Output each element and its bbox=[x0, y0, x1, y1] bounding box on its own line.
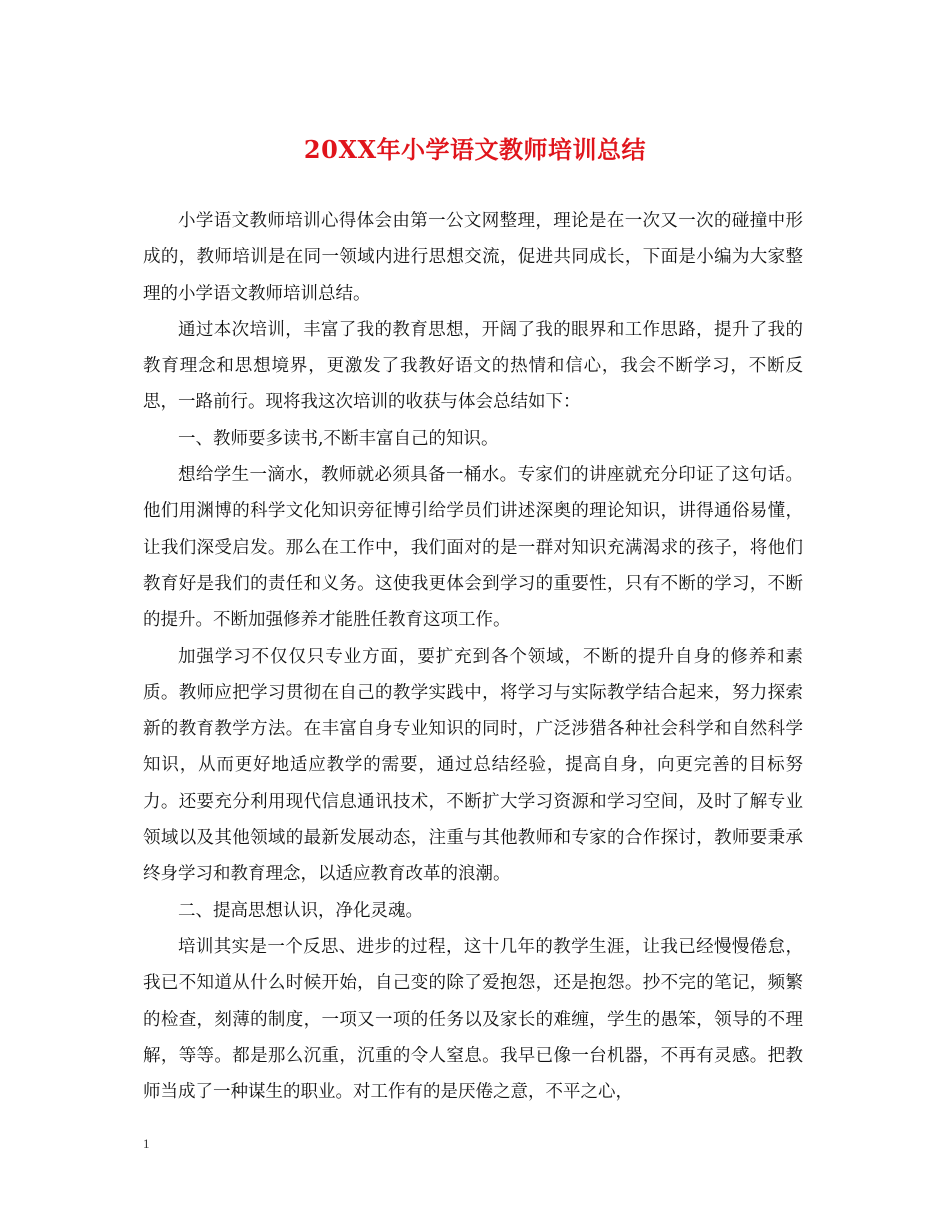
paragraph-reading: 想给学生一滴水，教师就必须具备一桶水。专家们的讲座就充分印证了这句话。他们用渊博的科学文化知识旁征博引给学员们讲述深奥的理论知识，讲得通俗易懂，让我们深受启发。那么在工作中，我们面对的是一群对知识充满渴求的孩子，将他们教育好是我们的责任和义务。这使我更体会到学习的重要性，只有不断的学习，不断的提升。不断加强修养才能胜任教育这项工作。 bbox=[143, 465, 803, 631]
paragraph-reflection: 培训其实是一个反思、进步的过程，这十几年的教学生涯，让我已经慢慢倦怠，我已不知道从什么时候开始，自己变的除了爱抱怨，还是抱怨。抄不完的笔记，频繁的检查，刻薄的制度，一项又一项的任务以及家长的难缠，学生的愚笨，领导的不理解，等等。都是那么沉重，沉重的令人窒息。我早已像一台机器，不再有灵感。把教师当成了一种谋生的职业。对工作有的是厌倦之意，不平之心， bbox=[143, 936, 803, 1103]
page-number: 1 bbox=[143, 1136, 150, 1151]
document-body bbox=[143, 203, 803, 1110]
section-heading-2: 二、提高思想认识，净化灵魂。 bbox=[178, 900, 423, 921]
document-title: 20XX年小学语文教师培训总结 bbox=[303, 135, 647, 164]
paragraph-learning: 加强学习不仅仅只专业方面，要扩充到各个领域，不断的提升自身的修养和素质。教师应把学习贯彻在自己的教学实践中，将学习与实际教学结合起来，努力探索新的教育教学方法。在丰富自身专业知识的同时，广泛涉猎各种社会科学和自然科学知识，从而更好地适应教学的需要，通过总结经验，提高自身，向更完善的目标努力。还要充分利用现代信息通讯技术，不断扩大学习资源和学习空间，及时了解专业领域以及其他领域的最新发展动态，注重与其他教师和专家的合作探讨，教师要秉承终身学习和教育理念，以适应教育改革的浪潮。 bbox=[143, 646, 803, 885]
paragraph-summary: 通过本次培训，丰富了我的教育思想，开阔了我的眼界和工作思路，提升了我的教育理念和思想境界，更激发了我教好语文的热情和信心，我会不断学习，不断反思，一路前行。现将我这次培训的收获与体会总结如下： bbox=[143, 319, 803, 413]
paragraph-intro: 小学语文教师培训心得体会由第一公文网整理，理论是在一次又一次的碰撞中形成的，教师培训是在同一领域内进行思想交流，促进共同成长，下面是小编为大家整理的小学语文教师培训总结。 bbox=[143, 211, 803, 304]
section-heading-1: 一、教师要多读书,不断丰富自己的知识。 bbox=[178, 428, 499, 449]
